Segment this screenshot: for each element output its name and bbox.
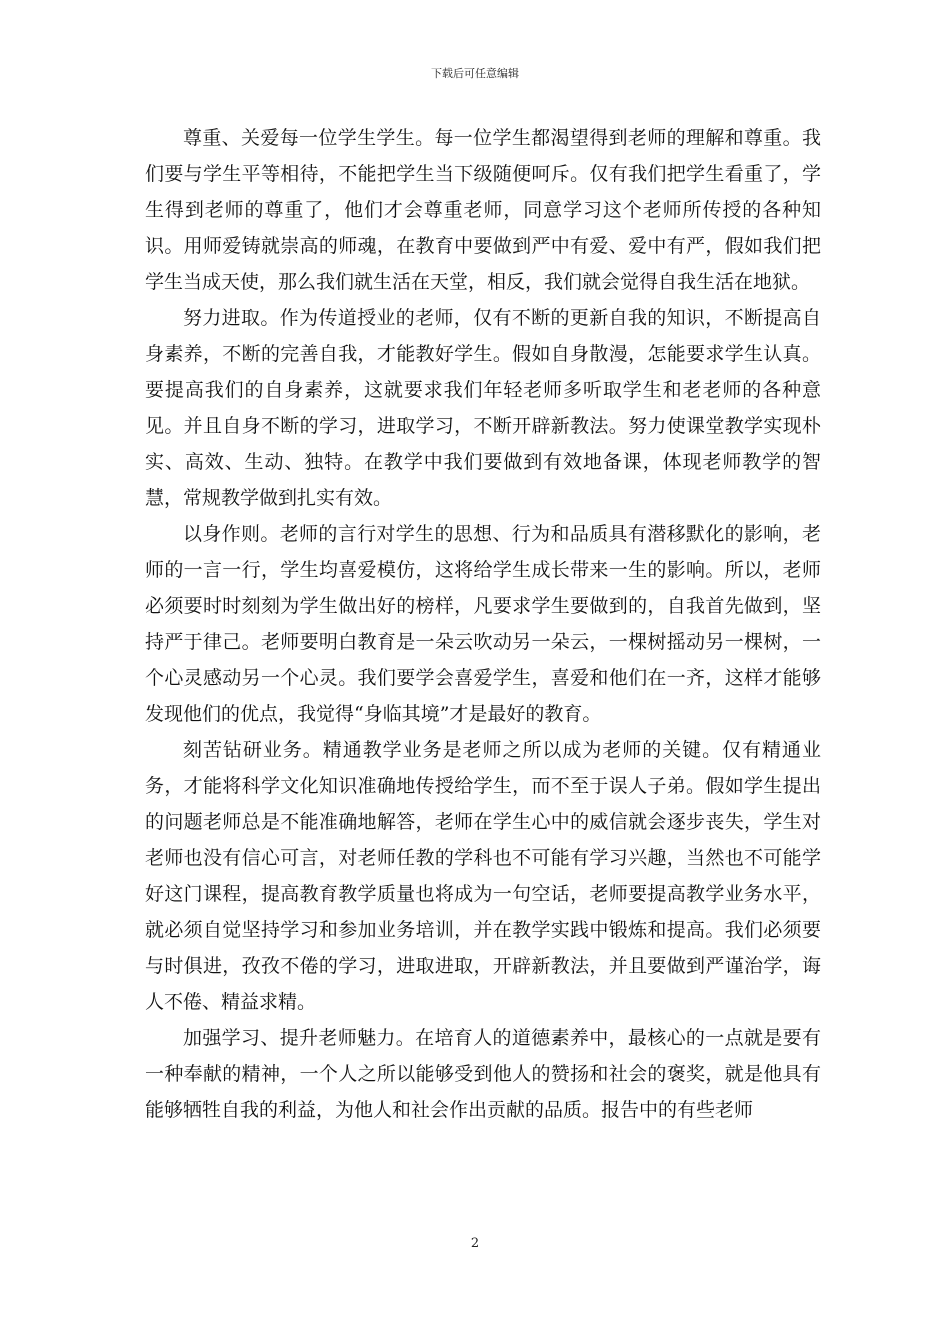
- paragraph-strive-progress: 努力进取。作为传道授业的老师，仅有不断的更新自我的知识，不断提高自身素养，不断的完善自我，才能教好学生。假如自身散漫，怎能要求学生认真。要提高我们的自身素养，这就要求我们年轻老师多听取学生和老老师的各种意见。并且自身不断的学习，进取学习，不断开辟新教法。努力使课堂教学实现朴实、高效、生动、独特。在教学中我们要做到有效地备课，体现老师教学的智慧，常规教学做到扎实有效。: [145, 307, 821, 509]
- page-number: 2: [470, 1236, 480, 1251]
- paragraph-respect-students: 尊重、关爱每一位学生学生。每一位学生都渴望得到老师的理解和尊重。我们要与学生平等相待，不能把学生当下级随便呵斥。仅有我们把学生看重了，学生得到老师的尊重了，他们才会尊重老师，同意学习这个老师所传授的各种知识。用师爱铸就崇高的师魂，在教育中要做到严中有爱、爱中有严，假如我们把学生当成天使，那么我们就生活在天堂，相反，我们就会觉得自我生活在地狱。: [145, 127, 821, 293]
- paragraph-lead-by-example: 以身作则。老师的言行对学生的思想、行为和品质具有潜移默化的影响，老师的一言一行，学生均喜爱模仿，这将给学生成长带来一生的影响。所以，老师必须要时时刻刻为学生做出好的榜样，凡要求学生要做到的，自我首先做到，坚持严于律己。老师要明白教育是一朵云吹动另一朵云，一棵树摇动另一棵树，一个心灵感动另一个心灵。我们要学会喜爱学生，喜爱和他们在一齐，这样才能够发现他们的优点，我觉得“身临其境”才是最好的教育。: [145, 523, 821, 725]
- page-header: 下载后可任意编辑: [431, 67, 519, 80]
- paragraph-study-profession: 刻苦钻研业务。精通教学业务是老师之所以成为老师的关键。仅有精通业务，才能将科学文化知识准确地传授给学生，而不至于误人子弟。假如学生提出的问题老师总是不能准确地解答，老师在学生心中的威信就会逐步丧失，学生对老师也没有信心可言，对老师任教的学科也不可能有学习兴趣，当然也不可能学好这门课程，提高教育教学质量也将成为一句空话，老师要提高教学业务水平，就必须自觉坚持学习和参加业务培训，并在教学实践中锻炼和提高。我们必须要与时俱进，孜孜不倦的学习，进取进取，开辟新教法，并且要做到严谨治学，诲人不倦、精益求精。: [145, 739, 821, 1013]
- document-body: [145, 120, 821, 1128]
- paragraph-strengthen-learning: 加强学习、提升老师魅力。在培育人的道德素养中，最核心的一点就是要有一种奉献的精神，一个人之所以能够受到他人的赞扬和社会的褒奖，就是他具有能够牺牲自我的利益，为他人和社会作出贡献的品质。报告中的有些老师: [145, 1027, 821, 1121]
